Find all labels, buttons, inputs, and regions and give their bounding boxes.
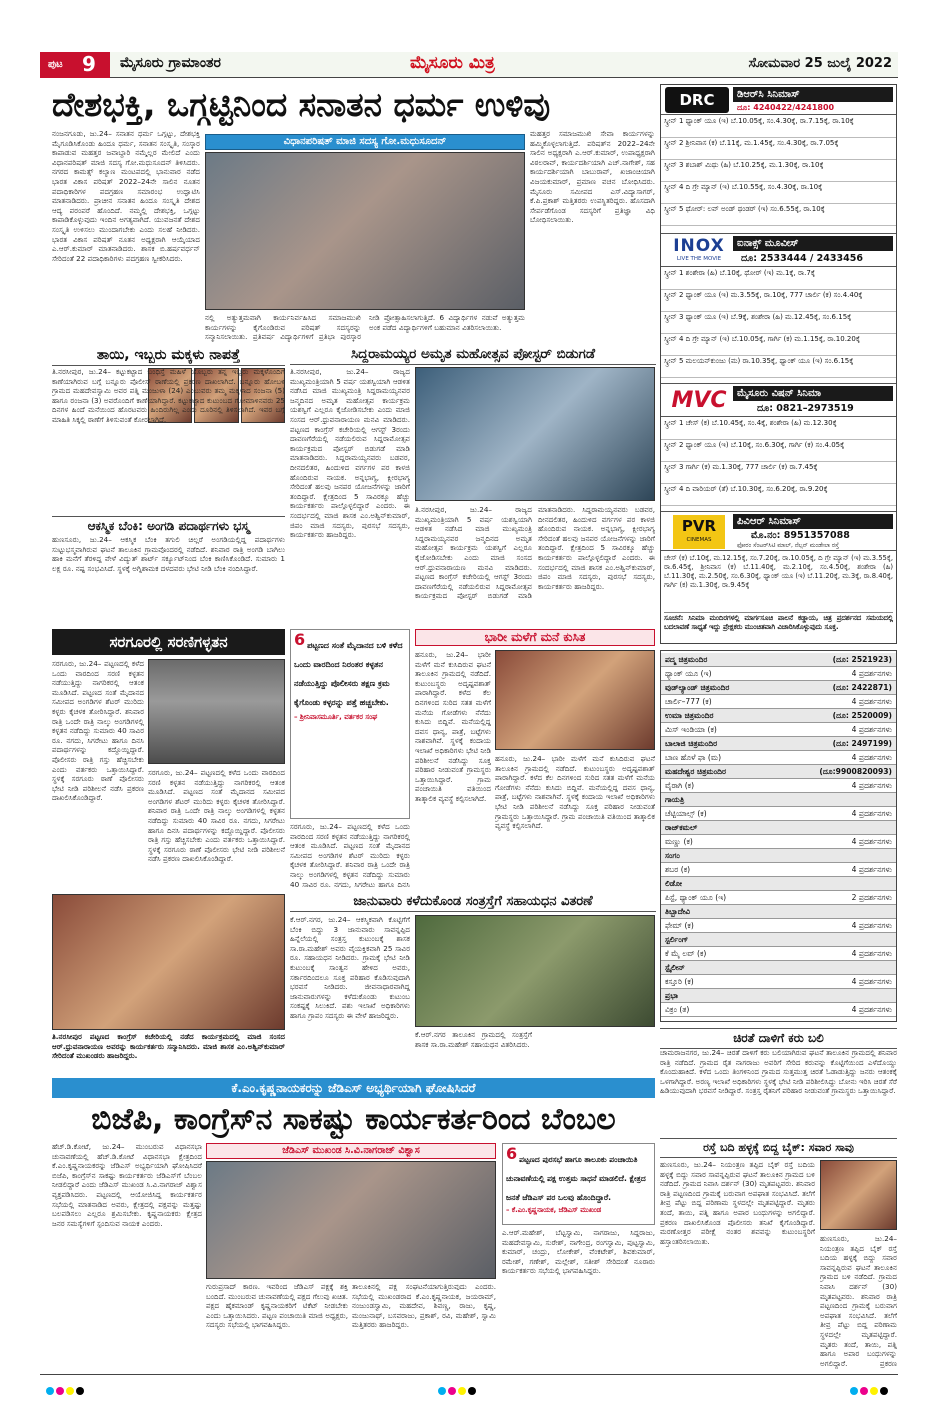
theatre-name-row [661, 709, 896, 723]
pvr-address: ಫೋರಂ ಸೆಂಟರ್‌ಸಿಟಿ ಮಾಲ್, ನೆಲ್ಸನ್ ಮಂಡೇಲಾ ರಸ್ತೆ [737, 542, 839, 549]
theatre-name: ತಿಬ್ಬಾದೇವಿ [665, 907, 691, 916]
siddaramaiah-body: ತಿ.ನರಸೀಪುರ, ಜು.24– ರಾಜ್ಯದ ಮುಖ್ಯಮಂತ್ರಿಯಾಗಿ 5 ವರ್ಷ ಯಶಸ್ವಿಯಾಗಿ ಆಡಳಿತ ನಡೆಸಿದ ಮಾಜಿ ಮುಖ್ಯಮಂತ್ರಿ ಸಿದ್ದರಾಮಯ್ಯನವರ ಜನ್ಮದಿನದ ಅಮೃತ ಮಹೋತ್ಸವ ಕಾರ್ಯಕ್ರಮ ಯಶಸ್ವಿಗೆ ಎಲ್ಲರೂ ಕೈಜೋಡಿಸಬೇಕು ಎಂದು ಮಾಜಿ ಸಂಸದ ಆರ್.ಧ್ರುವನಾರಾಯಣ ಮನವಿ ಮಾಡಿದರು. ಪಟ್ಟಣದ ಕಾಂಗ್ರೆಸ್ ಕಚೇರಿಯಲ್ಲಿ ಆಗಸ್ಟ್ 3ರಂದು ದಾವಣಗೆರೆಯಲ್ಲಿ ನಡೆಯಲಿರುವ ಸಿದ್ದರಾಮೋತ್ಸವ ಕಾರ್ಯಕ್ರಮದ ಪೋಸ್ಟರ್ ಬಿಡುಗಡೆ ಮಾಡಿ ಮಾತನಾಡಿದರು. ಸಿದ್ದರಾಮಯ್ಯನವರು ಬಡವರ, ದೀನದಲಿತರ, ಹಿಂದುಳಿದ ವರ್ಗಗಳ ಪರ ಕಾಳಜಿ ಹೊಂದಿರುವ ನಾಯಕ. ಅನ್ನಭಾಗ್ಯ, ಕ್ಷೀರಭಾಗ್ಯ ಸೇರಿದಂತೆ ಹಲವು ಜನಪರ ಯೋಜನೆಗಳನ್ನು ಜಾರಿಗೆ ತಂದಿದ್ದಾರೆ. ಕ್ಷೇತ್ರದಿಂದ 5 ಸಾವಿರಕ್ಕೂ ಹೆಚ್ಚು ಕಾರ್ಯಕರ್ತರು ಪಾಲ್ಗೊಳ್ಳಲಿದ್ದಾರೆ ಎಂದರು. ಈ ಸಂದರ್ಭದಲ್ಲಿ ಮಾಜಿ ಶಾಸಕ ಎಂ.ಅಶ್ವಿನ್‌ಕುಮಾರ್, ಜಿಪಂ ಮಾಜಿ ಸದಸ್ಯರು, ಪುರಸಭೆ ಸದಸ್ಯರು, ಕಾರ್ಯಕರ್ತರು ಹಾಜರಿದ್ದರು. [290, 367, 410, 540]
theatre-list [660, 650, 897, 1022]
theatre-show-row [661, 947, 896, 961]
theatre-film: ಥ್ಯಾಂಕ್ ಯೂ (ಇ) [665, 669, 712, 678]
mvc-name: ಮೈಸೂರು ವಿಷನ್ ಸಿನಿಮಾ [737, 388, 822, 399]
cattle-photo [415, 915, 655, 1027]
theatre-shows: 4 ಪ್ರದರ್ಶನಗಳು [851, 809, 892, 818]
theatre-show-row [661, 919, 896, 933]
theatre-shows: 2 ಪ್ರದರ್ಶನಗಳು [851, 893, 892, 902]
masthead [40, 52, 898, 78]
pvr-header [661, 511, 896, 551]
cinema-note: ಸೂಚನೆ: ಸಿನಿಮಾ ಮಂದಿರಗಳಲ್ಲಿ ಮಾರ್ಗಸೂಚಿ ಪಾಲನೆ ಕಡ್ಡಾಯ, ಚಿತ್ರ ಪ್ರದರ್ಶನದ ಸಮಯದಲ್ಲಿ ಬದಲಾವಣೆ ಸಾಧ್ಯತೆ ಇದ್ದು ಪ್ರೇಕ್ಷಕರು ಮುಂಚಿತವಾಗಿ ವಿಚಾರಿಸಿಕೊಳ್ಳುವುದು ಸೂಕ್ತ. [664, 612, 893, 642]
accident-body-cont [820, 1234, 897, 1370]
mvc-row: ಸ್ಕ್ರೀನ್ 3 ಗಾರ್ಗಿ (ಕ) ಮ.1.30ಕ್ಕೆ, 777 ಚಾರ್ಲಿ (ಕ) ರಾ.7.45ಕ್ಕೆ [661, 462, 896, 484]
theatre-phone: (ದೂ: 2520009) [832, 711, 892, 720]
saragur-headline-bar [52, 629, 285, 655]
jds-quote-author: – ಕೆ.ಎಂ.ಕೃಷ್ಣನಾಯಕ, ಜೆಡಿಎಸ್ ಮುಖಂಡ [506, 1206, 602, 1214]
inox-row: ಸ್ಕ್ರೀನ್ 2 ಥ್ಯಾಂಕ್ ಯೂ (ಇ) ಮ.3.55ಕ್ಕೆ, ರಾ.10ಕ್ಕೆ, 777 ಚಾರ್ಲಿ (ಕ) ಸಂ.4.40ಕ್ಕೆ [661, 290, 896, 312]
drc-name-bar [733, 87, 893, 102]
missing-headline: ತಾಯಿ, ಇಬ್ಬರು ಮಕ್ಕಳು ನಾಪತ್ತೆ [52, 347, 285, 366]
theatre-phone: (ದೂ: 2497199) [832, 739, 892, 748]
felicitation-photo [52, 894, 285, 1030]
mvc-row: ಸ್ಕ್ರೀನ್ 2 ಥ್ಯಾಂಕ್ ಯೂ (ಇ) ಬೆ.10ಕ್ಕೆ, ಸಂ.6.30ಕ್ಕೆ, ಗಾರ್ಗಿ (ಕ) ಸಂ.4.05ಕ್ಕೆ [661, 440, 896, 462]
siddaramaiah-headline: ಸಿದ್ದರಾಮಯ್ಯರ ಅಮೃತ ಮಹೋತ್ಸವ ಪೋಸ್ಟರ್ ಬಿಡುಗಡೆ [290, 346, 656, 365]
jds-meeting-photo [206, 1161, 496, 1279]
theatre-phone: (ದೂ: 2521923) [832, 655, 892, 664]
theatre-shows: 4 ಪ್ರದರ್ಶನಗಳು [851, 725, 892, 734]
inox-tagline: LIVE THE MOVIE [676, 256, 722, 262]
theatre-name: ಸ್ಟರ್ಲಿಂಗ್ [665, 935, 689, 944]
cattle-caption: ಕೆ.ಆರ್.ನಗರ ತಾಲೂಕಿನ ಗ್ರಾಮದಲ್ಲಿ ಸಂತ್ರಸ್ತೆಗೆ ಶಾಸಕ ಸಾ.ರಾ.ಮಹೇಶ್ ಸಹಾಯಧನ ವಿತರಿಸಿದರು. [415, 1030, 532, 1049]
jds-headline: ಬಿಜೆಪಿ, ಕಾಂಗ್ರೆಸ್‌ನ ಸಾಕಷ್ಟು ಕಾರ್ಯಕರ್ತರಿಂದ ಬೆಂಬಲ [91, 1102, 616, 1137]
theatre-name: ಮಹದೇಶ್ವರ ಚಿತ್ರಮಂದಿರ [665, 767, 727, 776]
rain-headline: ಭಾರೀ ಮಳೆಗೆ ಮನೆ ಕುಸಿತ [484, 630, 586, 644]
theatre-film: ಚಾರ್ಲಿ–777 (ಕ) [665, 697, 712, 706]
lead-subhead: ವಿಧಾನಪರಿಷತ್ ಮಾಜಿ ಸದಸ್ಯ ಗೋ.ಮಧುಸೂದನ್ [283, 136, 447, 147]
color-marks-left [46, 1380, 86, 1399]
theatre-name-row [661, 737, 896, 751]
theatre-show-row [661, 695, 896, 709]
theatre-film: ಫೇಮ್ (ಕ) [665, 921, 694, 930]
inox-phone: ದೂ: 2533444 / 2433456 [741, 253, 863, 264]
drc-name: ಡಿಆರ್‌ಸಿ ಸಿನಿಮಾಸ್ [737, 89, 800, 100]
jds-subhead: ಜೆಡಿಎಸ್ ಮುಖಂಡ ಸಿ.ವಿ.ನಾಗರಾಜ್ ವಿಶ್ವಾಸ [282, 1145, 420, 1156]
theatre-show-row [661, 891, 896, 905]
theatre-shows: 4 ಪ್ರದರ್ಶನಗಳು [851, 781, 892, 790]
theatre-name-row [661, 653, 896, 667]
paper-name: ಮೈಸೂರು ಮಿತ್ರ [410, 53, 495, 73]
theatre-film: ಕೆ ಮೈ ಲವ್ (ಕ) [665, 949, 707, 958]
cattle-headline: ಜಾನುವಾರು ಕಳೆದುಕೊಂಡ ಸಂತ್ರಸ್ತೆಗೆ ಸಹಾಯಧನ ವಿತರಣೆ [290, 894, 656, 912]
drc-logo [665, 87, 729, 113]
inox-row: ಸ್ಕ್ರೀನ್ 5 ಮಲಯನ್‌ಕುಂಜು (ಮ) ರಾ.10.35ಕ್ಕೆ, ಥ್ಯಾಂಕ್ ಯೂ (ಇ) ಸಂ.6.15ಕ್ಕೆ [661, 356, 896, 378]
theatre-name: ಉಮಾ ಚಿತ್ರಮಂದಿರ [665, 711, 714, 720]
mvc-name-bar [733, 386, 893, 401]
page-label: ಪುಟ [48, 59, 63, 70]
theatre-name: ಲಿಡೋ [665, 879, 683, 888]
siddaramaiah-photo [415, 367, 655, 501]
theatre-show-row [661, 667, 896, 681]
theatre-shows: 4 ಪ್ರದರ್ಶನಗಳು [851, 865, 892, 874]
theatre-name-row [661, 961, 896, 975]
theatre-name: ಸಂಗಂ [665, 851, 680, 860]
theatre-name: ಬಾಲಾಜಿ ಚಿತ್ರಮಂದಿರ [665, 739, 718, 748]
accident-body: ಹುಣಸೂರು, ಜು.24– ನಿಯಂತ್ರಣ ತಪ್ಪಿದ ಬೈಕ್ ರಸ್ತೆ ಬದಿಯ ಹಳ್ಳಕ್ಕೆ ಬಿದ್ದು ಸವಾರ ಸಾವನ್ನಪ್ಪಿರುವ ಘಟನೆ ತಾಲೂಕಿನ ಗ್ರಾಮದ ಬಳಿ ನಡೆದಿದೆ. ಗ್ರಾಮದ ನಿವಾಸಿ ದರ್ಶನ್ (30) ಮೃತಪಟ್ಟವರು. ಶನಿವಾರ ರಾತ್ರಿ ಪಟ್ಟಣದಿಂದ ಗ್ರಾಮಕ್ಕೆ ಬರುವಾಗ ಅಪಘಾತ ಸಂಭವಿಸಿದೆ. ತಲೆಗೆ ತೀವ್ರ ಪೆಟ್ಟು ಬಿದ್ದ ಪರಿಣಾಮ ಸ್ಥಳದಲ್ಲೇ ಮೃತಪಟ್ಟಿದ್ದಾರೆ. ಮೃತರು ತಂದೆ, ತಾಯಿ, ಪತ್ನಿ ಹಾಗೂ ಅಪಾರ ಬಂಧುಗಳನ್ನು ಅಗಲಿದ್ದಾರೆ. ಪ್ರಕರಣ ದಾಖಲಿಸಿಕೊಂಡ ಪೊಲೀಸರು ತನಿಖೆ ಕೈಗೊಂಡಿದ್ದಾರೆ. ಮರಣೋತ್ತರ ಪರೀಕ್ಷೆ ನಂತರ ಶವವನ್ನು ಕುಟುಂಬಸ್ಥರಿಗೆ ಹಸ್ತಾಂತರಿಸಲಾಯಿತು. [660, 1160, 815, 1246]
section-name: ಮೈಸೂರು ಗ್ರಾಮಾಂತರ [120, 55, 221, 71]
rain-photo [495, 650, 655, 750]
pvr-name-bar [733, 514, 893, 529]
theatre-show-row [661, 807, 896, 821]
drc-row: ಸ್ಕ್ರೀನ್ 2 ಶ್ರೀನಿವಾಸ (ಕ) ಬೆ.11ಕ್ಕೆ, ಮ.1.45ಕ್ಕೆ, ಸಂ.4.30ಕ್ಕೆ, ರಾ.7.05ಕ್ಕೆ [661, 138, 896, 160]
mvc-logo [671, 387, 727, 415]
quote-continuation [290, 822, 410, 889]
color-marks-right [850, 1380, 890, 1399]
drc-row: ಸ್ಕ್ರೀನ್ 1 ಥ್ಯಾಂಕ್ ಯೂ (ಇ) ಬೆ.10.05ಕ್ಕೆ, ಸಂ.4.30ಕ್ಕೆ, ರಾ.7.15ಕ್ಕೆ, ರಾ.10ಕ್ಕೆ [661, 116, 896, 138]
theatre-name-row [661, 821, 896, 835]
saragur-headline: ಸರಗೂರಲ್ಲಿ ಸರಣಿಗಳ್ಳತನ [109, 633, 228, 651]
drc-phone: ದೂ: 4240422/4241800 [737, 103, 835, 112]
theatre-shows: 4 ಪ್ರದರ್ಶನಗಳು [851, 753, 892, 762]
rain-body-cont [495, 754, 655, 890]
theatre-shows: 4 ಪ್ರದರ್ಶನಗಳು [851, 697, 892, 706]
inox-logo [667, 236, 731, 266]
mvc-logo-text: MVC [671, 388, 727, 413]
theatre-phone: (ದೂ: 2422871) [832, 683, 892, 692]
theatre-name-row [661, 933, 896, 947]
theatre-name: ಸ್ಟೈಲೀನ್ [665, 963, 685, 972]
cattle-body: ಕೆ.ಆರ್.ನಗರ, ಜು.24– ಆಕಸ್ಮಿಕವಾಗಿ ಕೊಟ್ಟಿಗೆಗೆ ಬೆಂಕಿ ಬಿದ್ದು 3 ಜಾನುವಾರು ಸಾವನ್ನಪ್ಪಿದ ಹಿನ್ನೆಲೆಯಲ್ಲಿ ಸಂತ್ರಸ್ತ ಕುಟುಂಬಕ್ಕೆ ಶಾಸಕ ಸಾ.ರಾ.ಮಹೇಶ್ ಅವರು ವೈಯಕ್ತಿಕವಾಗಿ 25 ಸಾವಿರ ರೂ. ಸಹಾಯಧನ ನೀಡಿದರು. ಗ್ರಾಮಕ್ಕೆ ಭೇಟಿ ನೀಡಿ ಕುಟುಂಬಕ್ಕೆ ಸಾಂತ್ವನ ಹೇಳಿದ ಅವರು, ಸರ್ಕಾರದಿಂದಲೂ ಸೂಕ್ತ ಪರಿಹಾರ ಕೊಡಿಸುವುದಾಗಿ ಭರವಸೆ ನೀಡಿದರು. ಜೀವನಾಧಾರವಾಗಿದ್ದ ಜಾನುವಾರುಗಳನ್ನು ಕಳೆದುಕೊಂಡು ಕುಟುಂಬ ಸಂಕಷ್ಟಕ್ಕೆ ಸಿಲುಕಿದೆ. ಪಶು ಇಲಾಖೆ ಅಧಿಕಾರಿಗಳು ಹಾಗೂ ಗ್ರಾಪಂ ಸದಸ್ಯರು ಈ ವೇಳೆ ಹಾಜರಿದ್ದರು. [290, 915, 410, 1020]
felicitation-caption: ತಿ.ನರಸೀಪುರ ಪಟ್ಟಣದ ಕಾಂಗ್ರೆಸ್ ಕಚೇರಿಯಲ್ಲಿ ನಡೆದ ಕಾರ್ಯಕ್ರಮದಲ್ಲಿ ಮಾಜಿ ಸಂಸದ ಆರ್.ಧ್ರುವನಾರಾಯಣ ಅವರನ್ನು ಕಾರ್ಯಕರ್ತರು ಸನ್ಮಾನಿಸಿದರು. ಮಾಜಿ ಶಾಸಕ ಎಂ.ಅಶ್ವಿನ್‌ಕುಮಾರ್ ಸೇರಿದಂತೆ ಮುಖಂಡರು ಹಾಜರಿದ್ದರು. [52, 1032, 285, 1061]
theatre-name: ಪ್ರಭಾ [665, 991, 679, 1000]
pvr-logo-text: PVR [681, 517, 717, 535]
theatre-name-row [661, 849, 896, 863]
mvc-row: ಸ್ಕ್ರೀನ್ 1 ಚೇಸ್ (ಕ) ಬೆ.10.45ಕ್ಕೆ, ಸಂ.4ಕ್ಕೆ, ಶಂಶೇರಾ (ಹಿ) ಮ.12.30ಕ್ಕೆ [661, 418, 896, 440]
color-marks-center [438, 1380, 478, 1399]
theatre-name-row [661, 793, 896, 807]
theatre-name-row [661, 877, 896, 891]
inox-logo-text: INOX [673, 236, 725, 256]
theatre-film: ಮಣ್ಣು (ಕ) [665, 837, 693, 846]
pvr-phone: ಮೊ.ನಂ: 8951357088 [751, 530, 850, 541]
jds-quote-mark: 6 [506, 1144, 518, 1163]
theatre-name: ರಾಜ್‌ಕಮಲ್ [665, 823, 698, 832]
drc-logo-text: DRC [679, 91, 715, 109]
accident-headline: ರಸ್ತೆ ಬದಿ ಹಳ್ಳಕ್ಕೆ ಬಿದ್ದ ಬೈಕ್: ಸವಾರ ಸಾವು [660, 1138, 897, 1158]
siddaramaiah-body-tail: ತಿ.ನರಸೀಪುರ, ಜು.24– ರಾಜ್ಯದ ಮುಖ್ಯಮಂತ್ರಿಯಾಗಿ 5 ವರ್ಷ ಯಶಸ್ವಿಯಾಗಿ ಆಡಳಿತ ನಡೆಸಿದ ಮಾಜಿ ಮುಖ್ಯಮಂತ್ರಿ ಸಿದ್ದರಾಮಯ್ಯನವರ ಜನ್ಮದಿನದ ಅಮೃತ ಮಹೋತ್ಸವ ಕಾರ್ಯಕ್ರಮ ಯಶಸ್ವಿಗೆ ಎಲ್ಲರೂ ಕೈಜೋಡಿಸಬೇಕು ಎಂದು ಮಾಜಿ ಸಂಸದ ಆರ್.ಧ್ರುವನಾರಾಯಣ ಮನವಿ ಮಾಡಿದರು. ಪಟ್ಟಣದ ಕಾಂಗ್ರೆಸ್ ಕಚೇರಿಯಲ್ಲಿ ಆಗಸ್ಟ್ 3ರಂದು ದಾವಣಗೆರೆಯಲ್ಲಿ ನಡೆಯಲಿರುವ ಸಿದ್ದರಾಮೋತ್ಸವ ಕಾರ್ಯಕ್ರಮದ ಪೋಸ್ಟರ್ ಬಿಡುಗಡೆ ಮಾಡಿ ಮಾತನಾಡಿದರು. ಸಿದ್ದರಾಮಯ್ಯನವರು ಬಡವರ, ದೀನದಲಿತರ, ಹಿಂದುಳಿದ ವರ್ಗಗಳ ಪರ ಕಾಳಜಿ ಹೊಂದಿರುವ ನಾಯಕ. ಅನ್ನಭಾಗ್ಯ, ಕ್ಷೀರಭಾಗ್ಯ ಸೇರಿದಂತೆ ಹಲವು ಜನಪರ ಯೋಜನೆಗಳನ್ನು ಜಾರಿಗೆ ತಂದಿದ್ದಾರೆ. ಕ್ಷೇತ್ರದಿಂದ 5 ಸಾವಿರಕ್ಕೂ ಹೆಚ್ಚು ಕಾರ್ಯಕರ್ತರು ಪಾಲ್ಗೊಳ್ಳಲಿದ್ದಾರೆ ಎಂದರು. ಈ ಸಂದರ್ಭದಲ್ಲಿ ಮಾಜಿ ಶಾಸಕ ಎಂ.ಅಶ್ವಿನ್‌ಕುಮಾರ್, ಜಿಪಂ ಮಾಜಿ ಸದಸ್ಯರು, ಪುರಸಭೆ ಸದಸ್ಯರು, ಕಾರ್ಯಕರ್ತರು ಹಾಜರಿದ್ದರು. [415, 505, 655, 601]
leopard-body: ಚಾಮರಾಜನಗರ, ಜು.24– ಚಿರತೆ ದಾಳಿಗೆ ಕರು ಬಲಿಯಾಗಿರುವ ಘಟನೆ ತಾಲೂಕಿನ ಗ್ರಾಮದಲ್ಲಿ ಶನಿವಾರ ರಾತ್ರಿ ನಡೆದಿದೆ. ಗ್ರಾಮದ ರೈತ ನಾಗರಾಜು ಅವರಿಗೆ ಸೇರಿದ ಕರುವನ್ನು ಕೊಟ್ಟಿಗೆಯಿಂದ ಎಳೆದೊಯ್ದು ಕೊಂದುಹಾಕಿದೆ. ಕಳೆದ ಒಂದು ತಿಂಗಳಿನಿಂದ ಗ್ರಾಮದ ಸುತ್ತಮುತ್ತ ಚಿರತೆ ಓಡಾಡುತ್ತಿದ್ದು ಜನರು ಆತಂಕಕ್ಕೆ ಒಳಗಾಗಿದ್ದಾರೆ. ಅರಣ್ಯ ಇಲಾಖೆ ಅಧಿಕಾರಿಗಳು ಸ್ಥಳಕ್ಕೆ ಭೇಟಿ ನೀಡಿ ಪರಿಶೀಲಿಸಿದ್ದು ಬೋನು ಇರಿಸಿ ಚಿರತೆ ಸೆರೆ ಹಿಡಿಯುವುದಾಗಿ ಭರವಸೆ ನೀಡಿದ್ದಾರೆ. ಸಂತ್ರಸ್ತ ರೈತನಿಗೆ ಪರಿಹಾರ ನೀಡುವಂತೆ ಗ್ರಾಮಸ್ಥರು ಒತ್ತಾಯಿಸಿದ್ದಾರೆ. [660, 1048, 897, 1096]
theatre-name: ಪದ್ಮ ಚಿತ್ರಮಂದಿರ [665, 655, 708, 664]
theatre-film: ಬಾಣ ಹೊಳೆ ಫಾ (ಮ) [665, 753, 722, 762]
theatre-name: ಗಾಯತ್ರಿ [665, 795, 685, 804]
missing-body: ತಿ.ನರಸೀಪುರ, ಜು.24– ಕಟ್ಟುಕಟ್ಟಾದ ಬಂಧಿಸ್ತೆ ಮಹಿಳೆ ಯೊಬ್ಬರು ತನ್ನ ಇಬ್ಬರು ಮಕ್ಕಳೊಂದಿಗೆ ಕಾಣೆಯಾಗಿರುವ ಬಗ್ಗೆ ಬನ್ನೂರು ಪೊಲೀಸ್ ಠಾಣೆಯಲ್ಲಿ ಪ್ರಕರಣ ದಾಖಲಾಗಿದೆ. ಬನ್ನೂರು ಹೋಬಳಿ ಗ್ರಾಮದ ಮಹದೇವಸ್ವಾಮಿ ಅವರ ಪತ್ನಿ ಮಂಜುಳಾ (24) ಎಂಬುವರು ತಮ್ಮ ಮಕ್ಕಳಾದ ಸಂಜನಾ (5) ಹಾಗೂ ರಂಜನಾ (3) ಅವರೊಂದಿಗೆ ಕಾಣೆಯಾಗಿದ್ದಾರೆ. ಕಟ್ಟುಕಟ್ಟಾದ ಕುಟುಂಬದ ಗೋಮಾಳಿನವರು 25 ದಿನಗಳ ಹಿಂದೆ ಮನೆಯಿಂದ ಹೊರಟವರು ಹಿಂದಿರುಗಿಲ್ಲ ಎಂದು ದೂರಿನಲ್ಲಿ ತಿಳಿಸಲಾಗಿದೆ. ಇವರ ಬಗ್ಗೆ ಮಾಹಿತಿ ಸಿಕ್ಕಲ್ಲಿ ಠಾಣೆಗೆ ತಿಳಿಸುವಂತೆ ಕೋರಲಾಗಿದೆ. [52, 367, 285, 424]
inox-header [661, 233, 896, 267]
theatre-show-row [661, 779, 896, 793]
inox-name: ಐನಾಕ್ಸ್ ಮೂವೀಸ್ [737, 238, 799, 249]
inox-shows [661, 268, 896, 378]
mvc-shows [661, 418, 896, 506]
drc-row: ಸ್ಕ್ರೀನ್ 3 ಶಬಾಶ್ ಮಿಥು (ಹಿ) ಬೆ.10.25ಕ್ಕೆ, ಮ.1.30ಕ್ಕೆ, ರಾ.10ಕ್ಕೆ [661, 160, 896, 182]
jds-body-col2: ಗುರುಪ್ರಸಾದ್ ಕಾರಣ. ಇವರಿಂದ ಜೆಡಿಎಸ್ ಪಕ್ಷಕ್ಕೆ ಶಕ್ತಿ ಬಂದಿದೆ. ಮುಂಬರುವ ಚುನಾವಣೆಯಲ್ಲಿ ಪಕ್ಷದ ಗೆಲುವು ಖಚಿತ. ಪಕ್ಷದ ಹೈಕಮಾಂಡ್ ಕೃಷ್ಣನಾಯಕರಿಗೆ ಟಿಕೆಟ್ ನೀಡಬೇಕು ಎಂದು ಒತ್ತಾಯಿಸಿದರು. ಪಟ್ಟಣ ಪಂಚಾಯಿತಿ ಮಾಜಿ ಅಧ್ಯಕ್ಷರು, ಸದಸ್ಯರು ಸಭೆಯಲ್ಲಿ ಭಾಗವಹಿಸಿದ್ದರು. [206, 1282, 348, 1330]
page-number: 9 [82, 52, 96, 76]
theatre-shows: 4 ಪ್ರದರ್ಶನಗಳು [851, 977, 892, 986]
accident-victim-photo [820, 1160, 897, 1230]
inox-row: ಸ್ಕ್ರೀನ್ 3 ಥ್ಯಾಂಕ್ ಯೂ (ಇ) ಬೆ.9ಕ್ಕೆ, ಶಂಶೇರಾ (ಹಿ) ಮ.12.45ಕ್ಕೆ, ಸಂ.6.15ಕ್ಕೆ [661, 312, 896, 334]
drc-row: ಸ್ಕ್ರೀನ್ 4 ದಿ ಗ್ರೇ ಮ್ಯಾನ್ (ಇ) ಬೆ.10.55ಕ್ಕೆ, ಸಂ.4.30ಕ್ಕೆ, ರಾ.10ಕ್ಕೆ [661, 182, 896, 204]
theatre-show-row [661, 723, 896, 737]
lead-body-mid: ನಲ್ಲಿ ಅತ್ಯುತ್ತಮವಾಗಿ ಕಾರ್ಯನಿರ್ವಹಿಸಿದ ಸಮಾಜಮುಖಿ ಕಾರ್ಯಗಳನ್ನು ಕೈಗೊಂಡಿರುವ ಪರಿಷತ್ ಸದಸ್ಯರನ್ನು ಸನ್ಮಾನಿಸಲಾಯಿತು. ಪ್ರತಿವರ್ಷ ವಿದ್ಯಾರ್ಥಿಗಳಿಗೆ ಪ್ರತಿಭಾ ಪುರಸ್ಕಾರ ನೀಡಿ ಪ್ರೋತ್ಸಾಹಿಸಲಾಗುತ್ತಿದೆ. 6 ವಿದ್ಯಾರ್ಥಿಗಳ ನಡುವೆ ಅತ್ಯುತ್ತಮ ಅಂಕ ಪಡೆದ ವಿದ್ಯಾರ್ಥಿಗಳಿಗೆ ಬಹುಮಾನ ವಿತರಿಸಲಾಯಿತು. [205, 313, 525, 342]
jds-body-col4: ಎ.ಆರ್.ಮಹೇಶ್, ಬೆಟ್ಟಸ್ವಾಮಿ, ನಾಗರಾಜು, ಸಿದ್ದರಾಜು, ಮಹದೇವಸ್ವಾಮಿ, ಸುರೇಶ್, ನಾಗೇಂದ್ರ, ರಂಗಸ್ವಾಮಿ, ಪುಟ್ಟಸ್ವಾಮಿ, ಕುಮಾರ್, ಚಂದ್ರು, ಲೋಕೇಶ್, ವೆಂಕಟೇಶ್, ಶಿವಕುಮಾರ್, ರಮೇಶ್, ಗಣೇಶ್, ಮಲ್ಲೇಶ್, ಸತೀಶ್ ಸೇರಿದಂತೆ ನೂರಾರು ಕಾರ್ಯಕರ್ತರು ಸಭೆಯಲ್ಲಿ ಭಾಗವಹಿಸಿದ್ದರು. [502, 1228, 655, 1276]
drc-row: ಸ್ಕ್ರೀನ್ 5 ಥೋರ್: ಲವ್ ಅಂಡ್ ಥಂಡರ್ (ಇ) ಸಂ.6.55ಕ್ಕೆ, ರಾ.10ಕ್ಕೆ [661, 204, 896, 226]
jds-body-col3: ತಾಲೂಕಿನಲ್ಲಿ ಪಕ್ಷ ಸಂಘಟನೆಯಾಗುತ್ತಿರುವುದು ಎಂದರು. ಸಭೆಯಲ್ಲಿ ಮುಖಂಡರಾದ ಕೆ.ಎಂ.ಕೃಷ್ಣನಾಯಕ, ಜಯರಾಮ್, ನಂಜುಂಡಸ್ವಾಮಿ, ಮಹದೇವ, ಶಿವಣ್ಣ, ರಾಜು, ಕೃಷ್ಣ, ಮಂಜುನಾಥ್, ಬಸವರಾಜು, ಪ್ರಕಾಶ್, ರವಿ, ಮಹೇಶ್, ಸ್ವಾಮಿ ಮತ್ತಿತರರು ಹಾಜರಿದ್ದರು. [352, 1282, 496, 1330]
pvr-logo [673, 515, 725, 549]
mvc-header [661, 383, 896, 417]
jds-quote-text: ಪಟ್ಟಣದ ಪುರಸಭೆ ಹಾಗೂ ತಾಲೂಕು ಪಂಚಾಯಿತಿ ಚುನಾವಣೆಯಲ್ಲಿ ಪಕ್ಷ ಉತ್ತಮ ಸಾಧನೆ ಮಾಡಲಿದೆ. ಕ್ಷೇತ್ರದ ಜನತೆ ಜೆಡಿಎಸ್ ಪರ ಒಲವು ಹೊಂದಿದ್ದಾರೆ. [506, 1155, 646, 1202]
pvr-shows: ಚೇಸ್ (ಕ) ಬೆ.10ಕ್ಕೆ, ಮ.12.15ಕ್ಕೆ, ಸಂ.7.20ಕ್ಕೆ, ರಾ.10.05ಕ್ಕೆ, ದಿ ಗ್ರೇ ಮ್ಯಾನ್ (ಇ) ಮ.3.55ಕ್ಕೆ, ರಾ.6.45ಕ್ಕೆ, ಶ್ರೀನಿವಾಸ (ಕ) ಬೆ.11.40ಕ್ಕೆ, ಮ.2.10ಕ್ಕೆ, ಸಂ.4.50ಕ್ಕೆ, ಶಂಶೇರಾ (ಹಿ) ಬೆ.11.30ಕ್ಕೆ, ಮ.2.50ಕ್ಕೆ, ಸಂ.6.30ಕ್ಕೆ, ಥ್ಯಾಂಕ್ ಯೂ (ಇ) ಬೆ.11.20ಕ್ಕೆ, ಮ.3ಕ್ಕೆ, ರಾ.8.40ಕ್ಕೆ, ಗಾರ್ಗಿ (ಕ) ಮ.1.30ಕ್ಕೆ, ರಾ.9.45ಕ್ಕೆ [664, 554, 893, 589]
quote-continuation-text: ಸರಗೂರು, ಜು.24– ಪಟ್ಟಣದಲ್ಲಿ ಕಳೆದ ಒಂದು ವಾರದಿಂದ ಸರಣಿ ಕಳ್ಳತನ ನಡೆಯುತ್ತಿದ್ದು ನಾಗರಿಕರಲ್ಲಿ ಆತಂಕ ಮೂಡಿಸಿದೆ. ಪಟ್ಟಣದ ಸಂತೆ ಮೈದಾನದ ಸಮೀಪದ ಅಂಗಡಿಗಳ ಶೆಟರ್ ಮುರಿದು ಕಳ್ಳರು ಕೈಚಳಕ ತೋರಿಸಿದ್ದಾರೆ. ಶನಿವಾರ ರಾತ್ರಿ ಒಂದೇ ರಾತ್ರಿ ನಾಲ್ಕು ಅಂಗಡಿಗಳಲ್ಲಿ ಕಳ್ಳತನ ನಡೆದಿದ್ದು ಸುಮಾರು 40 ಸಾವಿರ ರೂ. ನಗದು, ಸಿಗರೇಟು ಹಾಗೂ ದಿನಸಿ [290, 822, 410, 889]
theatre-shows: 4 ಪ್ರದರ್ಶನಗಳು [851, 949, 892, 958]
quote-mark: 6 [294, 630, 306, 649]
theatre-show-row [661, 975, 896, 989]
theatre-show-row [661, 751, 896, 765]
inox-name-bar [733, 236, 893, 251]
theatre-film: ಪಿಸ್ಟೆ, ಥ್ಯಾಂಕ್ ಯೂ (ಇ) [665, 893, 727, 902]
theatre-name-row [661, 989, 896, 1003]
drc-shows [661, 116, 896, 226]
leopard-headline: ಚಿರತೆ ದಾಳಿಗೆ ಕರು ಬಲಿ [660, 1028, 897, 1049]
jds-quote-box [502, 1143, 655, 1225]
lead-headline: ದೇಶಭಕ್ತಿ, ಒಗ್ಗಟ್ಟಿನಿಂದ ಸನಾತನ ಧರ್ಮ ಉಳಿವು [52, 85, 551, 124]
quote-box [290, 629, 410, 819]
theatre-shows: 4 ಪ್ರದರ್ಶನಗಳು [851, 1005, 892, 1014]
lead-subhead-bar [205, 134, 525, 150]
theatre-film: ವೈರಾಗಿ (ಕ) [665, 781, 695, 790]
page-label-badge [40, 52, 110, 78]
jds-kicker: ಕೆ.ಎಂ.ಕೃಷ್ಣನಾಯಕರನ್ನು ಜೆಡಿಎಸ್ ಅಭ್ಯರ್ಥಿಯಾಗಿ ಘೋಷಿಸಿದರೆ [231, 1081, 476, 1095]
theatre-shows: 4 ಪ್ರದರ್ಶನಗಳು [851, 921, 892, 930]
theatre-film: ಮಿಸ್ ಇಂಡಿಯಾ (ಕ) [665, 725, 717, 734]
drc-header [661, 85, 896, 115]
jds-subhead-bar [206, 1143, 496, 1159]
lead-photo [205, 152, 525, 310]
cinema-listings [660, 84, 897, 644]
theatre-film: ಚೆಟ್ಟಿಯಾಲ್ಸ್ (ಕ) [665, 809, 707, 818]
theatre-show-row [661, 1003, 896, 1017]
theatre-film: ವಿಕ್ರಂ (ತ) [665, 1005, 690, 1014]
pvr-name: ಪಿವಿಆರ್ ಸಿನಿಮಾಸ್ [737, 516, 801, 527]
saragur-body-cont [148, 768, 285, 889]
quote-text: ಪಟ್ಟಣದ ಸಂತೆ ಮೈದಾನದ ಬಳಿ ಕಳೆದ ಒಂದು ವಾರದಿಂದ ನಿರಂತರ ಕಳ್ಳತನ ನಡೆಯುತ್ತಿದ್ದು ಪೊಲೀಸರು ತಕ್ಷಣ ಕ್ರಮ ಕೈಗೊಂಡು ಕಳ್ಳರನ್ನು ಪತ್ತೆ ಹಚ್ಚಬೇಕು. [294, 641, 403, 707]
theatre-show-row [661, 863, 896, 877]
inox-row: ಸ್ಕ್ರೀನ್ 4 ದಿ ಗ್ರೇ ಮ್ಯಾನ್ (ಇ) ಬೆ.10.05ಕ್ಕೆ, ಗಾರ್ಗಿ (ಕ) ಮ.1.15ಕ್ಕೆ, ರಾ.10.20ಕ್ಕೆ [661, 334, 896, 356]
pvr-logo-sub: CINEMAS [686, 537, 712, 543]
theatre-film: ಕಸ್ತೂರಿ (ಕ) [665, 977, 694, 986]
rain-body-tail: ಹನೂರು, ಜು.24– ಭಾರೀ ಮಳೆಗೆ ಮನೆ ಕುಸಿದಿರುವ ಘಟನೆ ತಾಲೂಕಿನ ಗ್ರಾಮದಲ್ಲಿ ನಡೆದಿದೆ. ಕುಟುಂಬಸ್ಥರು ಅದೃಷ್ಟವಶಾತ್ ಪಾರಾಗಿದ್ದಾರೆ. ಕಳೆದ ಕೆಲ ದಿನಗಳಿಂದ ಸುರಿದ ಸತತ ಮಳೆಗೆ ಮನೆಯ ಗೋಡೆಗಳು ನೆನೆದು ಕುಸಿದು ಬಿದ್ದಿವೆ. ಮನೆಯಲ್ಲಿದ್ದ ದವಸ ಧಾನ್ಯ, ಪಾತ್ರೆ, ಬಟ್ಟೆಗಳು ನಾಶವಾಗಿವೆ. ಸ್ಥಳಕ್ಕೆ ಕಂದಾಯ ಇಲಾಖೆ ಅಧಿಕಾರಿಗಳು ಭೇಟಿ ನೀಡಿ ಪರಿಶೀಲನೆ ನಡೆಸಿದ್ದು ಸೂಕ್ತ ಪರಿಹಾರ ನೀಡುವಂತೆ ಗ್ರಾಮಸ್ಥರು ಒತ್ತಾಯಿಸಿದ್ದಾರೆ. ಗ್ರಾಮ ಪಂಚಾಯಿತಿ ವತಿಯಿಂದ ತಾತ್ಕಾಲಿಕ ವ್ಯವಸ್ಥೆ ಕಲ್ಪಿಸಲಾಗಿದೆ. [495, 754, 655, 831]
fire-headline: ಆಕಸ್ಮಿಕ ಬೆಂಕಿ: ಅಂಗಡಿ ಪದಾರ್ಥಗಳು ಭಸ್ಮ [52, 516, 285, 534]
theatre-shows: 4 ಪ್ರದರ್ಶನಗಳು [851, 669, 892, 678]
theatre-name-row [661, 905, 896, 919]
mvc-row: ಸ್ಕ್ರೀನ್ 4 ದಿ ವಾರಿಯರ್ (ತೆ) ಬೆ.10.30ಕ್ಕೆ, ಸಂ.6.20ಕ್ಕೆ, ರಾ.9.20ಕ್ಕೆ [661, 484, 896, 506]
saragur-photo [148, 659, 285, 764]
jds-body-col1: ಹೆಚ್.ಡಿ.ಕೋಟೆ, ಜು.24– ಮುಂಬರುವ ವಿಧಾನಸಭಾ ಚುನಾವಣೆಯಲ್ಲಿ ಹೆಚ್.ಡಿ.ಕೋಟೆ ವಿಧಾನಸಭಾ ಕ್ಷೇತ್ರದಿಂದ ಕೆ.ಎಂ.ಕೃಷ್ಣನಾಯಕರನ್ನು ಜೆಡಿಎಸ್ ಅಭ್ಯರ್ಥಿಯಾಗಿ ಘೋಷಿಸಿದರೆ ಬಿಜೆಪಿ, ಕಾಂಗ್ರೆಸ್‌ನ ಸಾಕಷ್ಟು ಕಾರ್ಯಕರ್ತರು ಜೆಡಿಎಸ್‌ಗೆ ಬೆಂಬಲ ನೀಡಲಿದ್ದಾರೆ ಎಂದು ಜೆಡಿಎಸ್ ಮುಖಂಡ ಸಿ.ವಿ.ನಾಗರಾಜ್ ವಿಶ್ವಾಸ ವ್ಯಕ್ತಪಡಿಸಿದರು. ಪಟ್ಟಣದಲ್ಲಿ ಆಯೋಜಿಸಿದ್ದ ಕಾರ್ಯಕರ್ತರ ಸಭೆಯಲ್ಲಿ ಮಾತನಾಡಿದ ಅವರು, ಕ್ಷೇತ್ರದಲ್ಲಿ ಪಕ್ಷವನ್ನು ಮತ್ತಷ್ಟು ಬಲಪಡಿಸಲು ಎಲ್ಲರೂ ಶ್ರಮಿಸಬೇಕು. ಕೃಷ್ಣನಾಯಕರು ಕ್ಷೇತ್ರದ ಜನರ ಸಮಸ್ಯೆಗಳಿಗೆ ಸ್ಪಂದಿಸುವ ನಾಯಕ ಎಂದರು. [52, 1142, 202, 1228]
accident-body-tail: ಹುಣಸೂರು, ಜು.24– ನಿಯಂತ್ರಣ ತಪ್ಪಿದ ಬೈಕ್ ರಸ್ತೆ ಬದಿಯ ಹಳ್ಳಕ್ಕೆ ಬಿದ್ದು ಸವಾರ ಸಾವನ್ನಪ್ಪಿರುವ ಘಟನೆ ತಾಲೂಕಿನ ಗ್ರಾಮದ ಬಳಿ ನಡೆದಿದೆ. ಗ್ರಾಮದ ನಿವಾಸಿ ದರ್ಶನ್ (30) ಮೃತಪಟ್ಟವರು. ಶನಿವಾರ ರಾತ್ರಿ ಪಟ್ಟಣದಿಂದ ಗ್ರಾಮಕ್ಕೆ ಬರುವಾಗ ಅಪಘಾತ ಸಂಭವಿಸಿದೆ. ತಲೆಗೆ ತೀವ್ರ ಪೆಟ್ಟು ಬಿದ್ದ ಪರಿಣಾಮ ಸ್ಥಳದಲ್ಲೇ ಮೃತಪಟ್ಟಿದ್ದಾರೆ. ಮೃತರು ತಂದೆ, ತಾಯಿ, ಪತ್ನಿ ಹಾಗೂ ಅಪಾರ ಬಂಧುಗಳನ್ನು ಅಗಲಿದ್ದಾರೆ. ಪ್ರಕರಣ [820, 1234, 897, 1368]
saragur-body: ಸರಗೂರು, ಜು.24– ಪಟ್ಟಣದಲ್ಲಿ ಕಳೆದ ಒಂದು ವಾರದಿಂದ ಸರಣಿ ಕಳ್ಳತನ ನಡೆಯುತ್ತಿದ್ದು ನಾಗರಿಕರಲ್ಲಿ ಆತಂಕ ಮೂಡಿಸಿದೆ. ಪಟ್ಟಣದ ಸಂತೆ ಮೈದಾನದ ಸಮೀಪದ ಅಂಗಡಿಗಳ ಶೆಟರ್ ಮುರಿದು ಕಳ್ಳರು ಕೈಚಳಕ ತೋರಿಸಿದ್ದಾರೆ. ಶನಿವಾರ ರಾತ್ರಿ ಒಂದೇ ರಾತ್ರಿ ನಾಲ್ಕು ಅಂಗಡಿಗಳಲ್ಲಿ ಕಳ್ಳತನ ನಡೆದಿದ್ದು ಸುಮಾರು 40 ಸಾವಿರ ರೂ. ನಗದು, ಸಿಗರೇಟು ಹಾಗೂ ದಿನಸಿ ಪದಾರ್ಥಗಳನ್ನು ಕದ್ದೊಯ್ದಿದ್ದಾರೆ. ಪೊಲೀಸರು ರಾತ್ರಿ ಗಸ್ತು ಹೆಚ್ಚಿಸಬೇಕು ಎಂದು ವರ್ತಕರು ಒತ್ತಾಯಿಸಿದ್ದಾರೆ. ಸ್ಥಳಕ್ಕೆ ಸರಗೂರು ಠಾಣೆ ಪೊಲೀಸರು ಭೇಟಿ ನೀಡಿ ಪರಿಶೀಲನೆ ನಡೆಸಿ ಪ್ರಕರಣ ದಾಖಲಿಸಿಕೊಂಡಿದ್ದಾರೆ. [52, 659, 144, 803]
rain-body: ಹನೂರು, ಜು.24– ಭಾರೀ ಮಳೆಗೆ ಮನೆ ಕುಸಿದಿರುವ ಘಟನೆ ತಾಲೂಕಿನ ಗ್ರಾಮದಲ್ಲಿ ನಡೆದಿದೆ. ಕುಟುಂಬಸ್ಥರು ಅದೃಷ್ಟವಶಾತ್ ಪಾರಾಗಿದ್ದಾರೆ. ಕಳೆದ ಕೆಲ ದಿನಗಳಿಂದ ಸುರಿದ ಸತತ ಮಳೆಗೆ ಮನೆಯ ಗೋಡೆಗಳು ನೆನೆದು ಕುಸಿದು ಬಿದ್ದಿವೆ. ಮನೆಯಲ್ಲಿದ್ದ ದವಸ ಧಾನ್ಯ, ಪಾತ್ರೆ, ಬಟ್ಟೆಗಳು ನಾಶವಾಗಿವೆ. ಸ್ಥಳಕ್ಕೆ ಕಂದಾಯ ಇಲಾಖೆ ಅಧಿಕಾರಿಗಳು ಭೇಟಿ ನೀಡಿ ಪರಿಶೀಲನೆ ನಡೆಸಿದ್ದು ಸೂಕ್ತ ಪರಿಹಾರ ನೀಡುವಂತೆ ಗ್ರಾಮಸ್ಥರು ಒತ್ತಾಯಿಸಿದ್ದಾರೆ. ಗ್ರಾಮ ಪಂಚಾಯಿತಿ ವತಿಯಿಂದ ತಾತ್ಕಾಲಿಕ ವ್ಯವಸ್ಥೆ ಕಲ್ಪಿಸಲಾಗಿದೆ. [415, 650, 491, 803]
footer-rule [40, 1374, 898, 1375]
theatre-show-row [661, 835, 896, 849]
lead-body-col4: ಮಹತ್ತರ ಸಮಾಜಮುಖಿ ಸೇವಾ ಕಾರ್ಯಗಳನ್ನು ಹಮ್ಮಿಕೊಳ್ಳಲಾಗುತ್ತಿದೆ. ಪರಿಷತ್‌ನ 2022–24ನೇ ಸಾಲಿನ ಅಧ್ಯಕ್ಷರಾಗಿ ಎ.ಆರ್.ಕುಮಾರ್, ಉಪಾಧ್ಯಕ್ಷರಾಗಿ ವಿಠಲರಾವ್, ಕಾರ್ಯದರ್ಶಿಯಾಗಿ ಎಚ್.ನಾಗೇಶ್, ಸಹ ಕಾರ್ಯದರ್ಶಿಯಾಗಿ ಬಾಬುರಾವ್, ಖಜಾಂಚಿಯಾಗಿ ವಿಜಯಕುಮಾರ್, ಪ್ರಮಾಣ ವಚನ ಬೋಧಿಸಿದರು. ಮೈಸೂರು ಸಮೀಪದ ಎಸ್.ವಿದ್ಯಾಸಾಗರ್, ಕೆ.ಪಿ.ಪ್ರಕಾಶ್ ಮತ್ತಿತರರು ಉಪಸ್ಥಿತರಿದ್ದರು. ಹೊಸದಾಗಿ ಸೇರ್ಪಡೆಗೊಂಡ ಸದಸ್ಯರಿಗೆ ಪ್ರತಿಜ್ಞಾ ವಿಧಿ ಬೋಧಿಸಲಾಯಿತು. [530, 129, 655, 225]
rain-headline-bar [415, 629, 655, 646]
quote-author: – ಶ್ರೀನಿವಾಸಮೂರ್ತಿ, ವರ್ತಕರ ಸಂಘ [294, 713, 378, 721]
issue-date: ಸೋಮವಾರ 25 ಜುಲೈ 2022 [748, 56, 892, 71]
inox-row: ಸ್ಕ್ರೀನ್ 1 ಶಂಶೇರಾ (ಹಿ) ಬೆ.10ಕ್ಕೆ, ಥೋರ್ (ಇ) ಮ.1ಕ್ಕೆ, ರಾ.7ಕ್ಕೆ [661, 268, 896, 290]
theatre-shows: 4 ಪ್ರದರ್ಶನಗಳು [851, 837, 892, 846]
theatre-name: ವುಡ್‌ಲ್ಯಾಂಡ್ ಚಿತ್ರಮಂದಿರ [665, 683, 730, 692]
fire-body: ಹುಣಸೂರು, ಜು.24– ಆಕಸ್ಮಿಕ ಬೆಂಕಿ ತಗುಲಿ ಚಿಲ್ಲರೆ ಅಂಗಡಿಯಲ್ಲಿದ್ದ ಪದಾರ್ಥಗಳು ಸುಟ್ಟುಭಸ್ಮವಾಗಿರುವ ಘಟನೆ ತಾಲೂಕಿನ ಗ್ರಾಮವೊಂದರಲ್ಲಿ ನಡೆದಿದೆ. ಶನಿವಾರ ರಾತ್ರಿ ಅಂಗಡಿ ಬಾಗಿಲು ಹಾಕಿ ಮನೆಗೆ ತೆರಳಿದ್ದ ವೇಳೆ ವಿದ್ಯುತ್ ಶಾರ್ಟ್ ಸರ್ಕ್ಯೂಟ್‌ನಿಂದ ಬೆಂಕಿ ಕಾಣಿಸಿಕೊಂಡಿದೆ. ಸುಮಾರು 1 ಲಕ್ಷ ರೂ. ನಷ್ಟ ಸಂಭವಿಸಿದೆ. ಸ್ಥಳಕ್ಕೆ ಅಗ್ನಿಶಾಮಕ ದಳದವರು ಭೇಟಿ ನೀಡಿ ಬೆಂಕಿ ನಂದಿಸಿದ್ದಾರೆ. [52, 535, 285, 573]
lead-body-col1: ನಂಜನಗೂಡು, ಜು.24– ಸನಾತನ ಧರ್ಮ ಒಗ್ಗಟ್ಟು, ದೇಶಭಕ್ತಿ ಮೈಗೂಡಿಸಿಕೊಂಡು ಹಿಂದೂ ಧರ್ಮ, ಸನಾತನ ಸಂಸ್ಕೃತಿ, ಸಂಸ್ಕಾರ ಕಾಪಾಡುವ ಮಹತ್ತರ ಜವಾಬ್ದಾರಿ ನಮ್ಮೆಲ್ಲರ ಮೇಲಿದೆ ಎಂದು ವಿಧಾನಪರಿಷತ್ ಮಾಜಿ ಸದಸ್ಯ ಗೋ.ಮಧುಸೂದನ್ ತಿಳಿಸಿದರು. ನಗರದ ಕಾಮತ್ಸ್ ಕಲ್ಯಾಣ ಮಂಟಪದಲ್ಲಿ ಭಾನುವಾರ ನಡೆದ ಭಾರತ ವಿಕಾಸ ಪರಿಷತ್ 2022–24ನೇ ಸಾಲಿನ ನೂತನ ಪದಾಧಿಕಾರಿಗಳ ಪದಗ್ರಹಣ ಸಮಾರಂಭ ಉದ್ಘಾಟಿಸಿ ಮಾತನಾಡಿದರು. ಪ್ರಾಚೀನ ಸನಾತನ ಹಿಂದೂ ಸಂಸ್ಕೃತಿ ದೇಶದ ಆದ್ಯ ಪರಂಪರೆ ಹೊಂದಿದೆ. ನಮ್ಮಲ್ಲಿ ದೇಶಭಕ್ತಿ, ಒಗ್ಗಟ್ಟು ಕಾಪಾಡಿಕೊಳ್ಳುವುದು ಇಂದಿನ ಅಗತ್ಯವಾಗಿದೆ. ಯುವಜನತೆ ದೇಶದ ಸಂಸ್ಕೃತಿ ಉಳಿಸಲು ಮುಂದಾಗಬೇಕು ಎಂದು ಸಲಹೆ ನೀಡಿದರು. ಭಾರತ ವಿಕಾಸ ಪರಿಷತ್ ನೂತನ ಅಧ್ಯಕ್ಷರಾಗಿ ಆಯ್ಕೆಯಾದ ಎ.ಆರ್.ಕುಮಾರ್ ಮಾತನಾಡಿದರು. ಶಾಸಕ ಬಿ.ಹರ್ಷವರ್ಧನ್ ಸೇರಿದಂತೆ 22 ಪದಾಧಿಕಾರಿಗಳು ಪದಗ್ರಹಣ ಸ್ವೀಕರಿಸಿದರು. [52, 129, 200, 263]
theatre-phone: (ದೂ:9900820093) [819, 767, 892, 776]
theatre-film: ಶಬರ (ಕ) [665, 865, 691, 874]
theatre-name-row [661, 765, 896, 779]
jds-kicker-bar [52, 1078, 655, 1098]
siddaramaiah-body-cont [415, 505, 655, 625]
theatre-name-row [661, 681, 896, 695]
mvc-phone: ದೂ: 0821–2973519 [757, 403, 854, 414]
saragur-body-tail: ಸರಗೂರು, ಜು.24– ಪಟ್ಟಣದಲ್ಲಿ ಕಳೆದ ಒಂದು ವಾರದಿಂದ ಸರಣಿ ಕಳ್ಳತನ ನಡೆಯುತ್ತಿದ್ದು ನಾಗರಿಕರಲ್ಲಿ ಆತಂಕ ಮೂಡಿಸಿದೆ. ಪಟ್ಟಣದ ಸಂತೆ ಮೈದಾನದ ಸಮೀಪದ ಅಂಗಡಿಗಳ ಶೆಟರ್ ಮುರಿದು ಕಳ್ಳರು ಕೈಚಳಕ ತೋರಿಸಿದ್ದಾರೆ. ಶನಿವಾರ ರಾತ್ರಿ ಒಂದೇ ರಾತ್ರಿ ನಾಲ್ಕು ಅಂಗಡಿಗಳಲ್ಲಿ ಕಳ್ಳತನ ನಡೆದಿದ್ದು ಸುಮಾರು 40 ಸಾವಿರ ರೂ. ನಗದು, ಸಿಗರೇಟು ಹಾಗೂ ದಿನಸಿ ಪದಾರ್ಥಗಳನ್ನು ಕದ್ದೊಯ್ದಿದ್ದಾರೆ. ಪೊಲೀಸರು ರಾತ್ರಿ ಗಸ್ತು ಹೆಚ್ಚಿಸಬೇಕು ಎಂದು ವರ್ತಕರು ಒತ್ತಾಯಿಸಿದ್ದಾರೆ. ಸ್ಥಳಕ್ಕೆ ಸರಗೂರು ಠಾಣೆ ಪೊಲೀಸರು ಭೇಟಿ ನೀಡಿ ಪರಿಶೀಲನೆ ನಡೆಸಿ ಪ್ರಕರಣ ದಾಖಲಿಸಿಕೊಂಡಿದ್ದಾರೆ. [148, 768, 285, 864]
